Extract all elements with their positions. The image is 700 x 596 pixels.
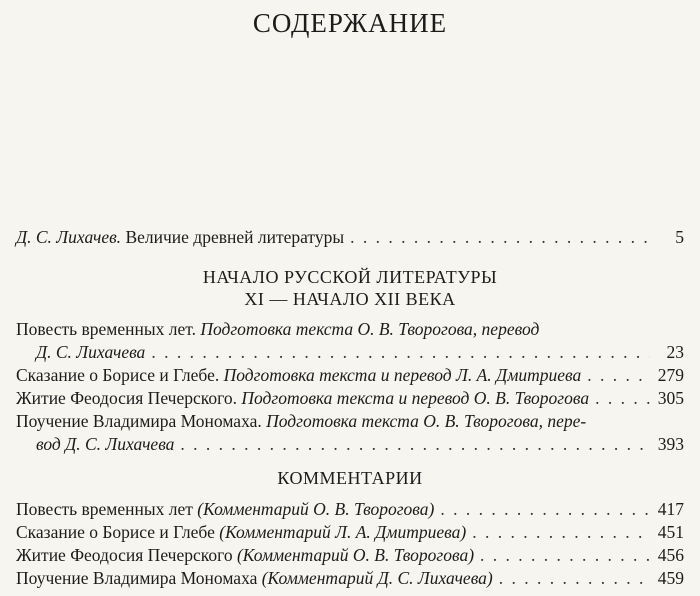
toc-entry-intro[interactable] (16, 226, 684, 249)
dot-leader (595, 387, 650, 410)
page-number: 279 (657, 365, 684, 385)
toc-entry[interactable] (16, 364, 684, 387)
entry-title: Повесть временных лет (16, 499, 198, 519)
entry-title: Сказание о Борисе и Глебе. (16, 365, 220, 385)
section-heading-beginning (0, 266, 700, 310)
page-title: СОДЕРЖАНИЕ (252, 8, 448, 38)
toc-entry[interactable] (16, 521, 684, 544)
page-number: 456 (657, 545, 684, 565)
page-number: 451 (657, 522, 684, 542)
page-number: 393 (657, 434, 684, 454)
entry-title: Поучение Владимира Мономаха. (16, 411, 262, 431)
dot-leader (180, 433, 650, 456)
dot-leader (440, 498, 650, 521)
toc-entry[interactable] (16, 318, 684, 364)
entry-credit: Подготовка текста О. В. Творогова, пере- (261, 411, 587, 431)
toc-entry[interactable] (16, 567, 684, 590)
toc-entry[interactable] (16, 387, 684, 410)
entry-title: Повесть временных лет. (16, 319, 196, 339)
section-heading-line1: НАЧАЛО РУССКОЙ ЛИТЕРАТУРЫ (202, 267, 498, 287)
dot-leader (480, 544, 650, 567)
dot-leader (350, 226, 650, 249)
entry-title: Сказание о Борисе и Глебе (16, 522, 220, 542)
page-number: 417 (657, 499, 684, 519)
entry-title: Житие Феодосия Печерского (16, 545, 237, 565)
toc-entry[interactable] (16, 544, 684, 567)
page-number: 23 (666, 342, 684, 362)
page-number: 305 (657, 388, 684, 408)
entry-credit: Подготовка текста и перевод О. В. Творогова (236, 388, 590, 408)
entry-credit: (Комментарий Л. А. Дмитриева) (219, 522, 467, 542)
dot-leader (472, 521, 650, 544)
entry-credit: (Комментарий Д. С. Лихачева) (261, 568, 493, 588)
entry-credit: (Комментарий О. В. Творогова) (197, 499, 435, 519)
entry-credit: Подготовка текста О. В. Творогова, перевод (195, 319, 540, 339)
entry-credit-cont: вод Д. С. Лихачева (36, 434, 175, 454)
entry-title: Поучение Владимира Мономаха (16, 568, 262, 588)
entry-title: Величие древней литературы (121, 227, 345, 247)
section-heading-line2: XI — НАЧАЛО XII ВЕКА (244, 289, 456, 309)
page-number: 459 (657, 568, 684, 588)
entry-credit: (Комментарий О. В. Творогова) (236, 545, 475, 565)
entry-author: Д. С. Лихачев. (16, 227, 122, 247)
entry-credit: Подготовка текста и перевод Л. А. Дмитриева (219, 365, 582, 385)
dot-leader (151, 341, 650, 364)
section-heading-commentary: КОММЕНТАРИИ (277, 468, 423, 488)
toc-entry[interactable] (16, 410, 684, 456)
entry-credit-cont: Д. С. Лихачева (36, 342, 146, 362)
page-number: 5 (675, 227, 684, 247)
entry-title: Житие Феодосия Печерского. (16, 388, 237, 408)
toc-entry[interactable] (16, 498, 684, 521)
dot-leader (499, 567, 650, 590)
dot-leader (587, 364, 650, 387)
